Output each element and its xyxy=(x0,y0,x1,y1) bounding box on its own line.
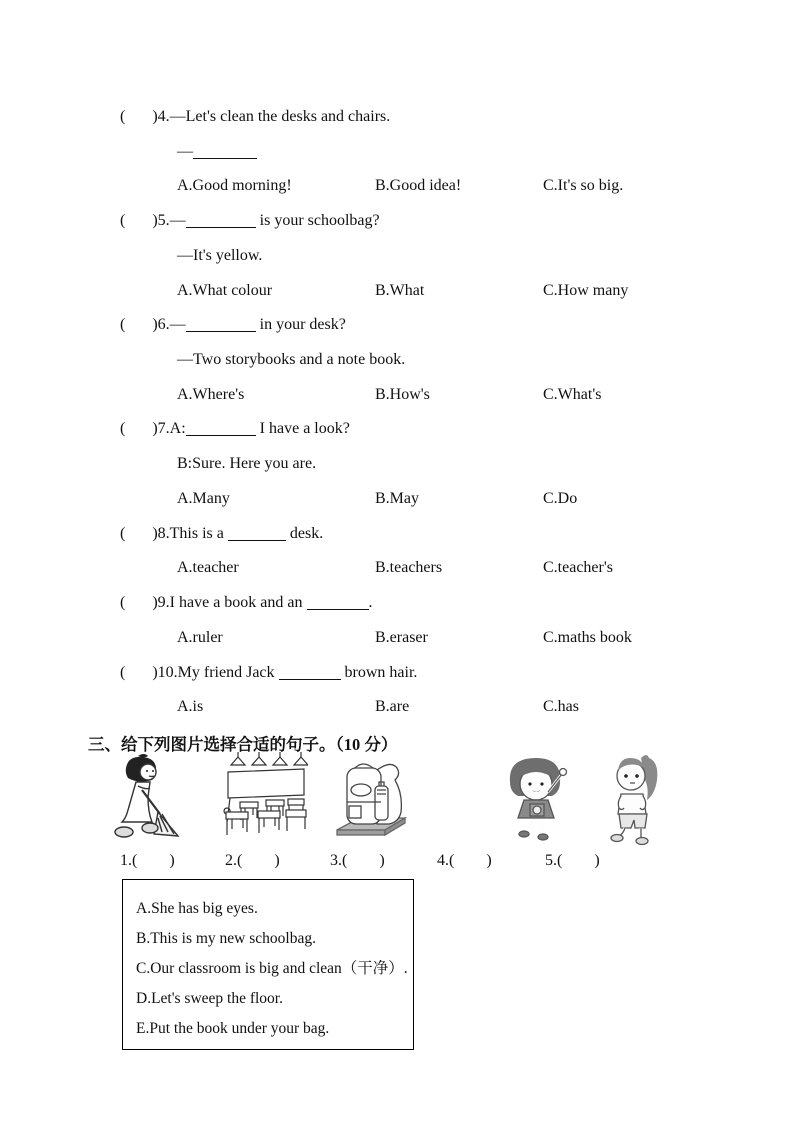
option-b-label: B.eraser xyxy=(375,628,428,646)
answer-paren-close: ) xyxy=(486,852,492,869)
picture-schoolbag xyxy=(333,756,415,842)
text-segment: desk. xyxy=(285,524,324,542)
text-segment: in your desk? xyxy=(255,316,346,334)
option-b-label: B.How's xyxy=(375,385,430,403)
text-segment: —Let's clean the desks and chairs. xyxy=(169,108,391,125)
question-number: )6. xyxy=(152,316,170,334)
option-c-label: C.maths book xyxy=(543,628,632,646)
question-6-options xyxy=(0,378,793,413)
option-a-label: A.teacher xyxy=(177,559,239,577)
fill-in-blank xyxy=(186,223,256,228)
question-8-stem xyxy=(0,517,793,552)
question-number: )10. xyxy=(152,663,178,681)
classroom-illustration xyxy=(214,750,308,845)
answer-paren-open: ( xyxy=(120,420,126,438)
girl-sweeping-illustration xyxy=(108,752,186,844)
text-segment: I have a look? xyxy=(255,420,350,438)
question-number: )9. xyxy=(152,594,170,612)
answer-paren-open: ( xyxy=(120,663,126,681)
schoolbag-illustration xyxy=(333,756,415,842)
picture-answer-blank-5 xyxy=(545,848,600,874)
text-segment: — xyxy=(177,142,193,160)
answer-label: 3.( xyxy=(330,852,348,869)
answer-paren-open: ( xyxy=(120,594,126,612)
text-segment: My friend Jack xyxy=(177,663,279,681)
text-segment: B:Sure. Here you are. xyxy=(177,455,317,473)
option-b-label: B.are xyxy=(375,698,410,716)
answer-paren-close: ) xyxy=(594,852,600,869)
picture-girl-walking xyxy=(607,752,669,847)
option-a-label: A.Good morning! xyxy=(177,177,292,195)
text-segment: —Two storybooks and a note book. xyxy=(177,351,406,369)
question-8-options xyxy=(0,551,793,586)
answer-paren-close: ) xyxy=(379,852,385,869)
section-two-questions xyxy=(0,100,793,725)
question-5-options xyxy=(0,274,793,309)
option-c-label: C.has xyxy=(543,698,579,716)
picture-answer-blank-4 xyxy=(437,848,492,874)
picture-answer-blank-2 xyxy=(225,848,280,874)
fill-in-blank xyxy=(186,431,256,436)
question-7-stem xyxy=(0,412,793,447)
answer-paren-open: ( xyxy=(120,524,126,542)
question-10-stem xyxy=(0,656,793,691)
option-c-label: C.How many xyxy=(543,281,629,299)
question-number: )5. xyxy=(152,212,170,230)
question-5-subline xyxy=(0,239,793,274)
option-b-label: B.What xyxy=(375,281,425,299)
question-4-subline xyxy=(0,135,793,170)
option-c-label: C.Do xyxy=(543,489,578,507)
question-number: )4. xyxy=(152,108,170,125)
option-c-label: C.What's xyxy=(543,385,602,403)
question-number: )8. xyxy=(152,524,170,542)
sentence-option-c: C.Our classroom is big and clean（干净）. xyxy=(136,960,408,977)
question-6-stem xyxy=(0,308,793,343)
option-b-label: B.May xyxy=(375,489,419,507)
answer-paren-close: ) xyxy=(169,852,175,869)
picture-answer-blank-3 xyxy=(330,848,385,874)
option-c-label: C.teacher's xyxy=(543,559,613,577)
text-segment: —It's yellow. xyxy=(177,246,263,264)
fill-in-blank xyxy=(279,675,341,680)
answer-blank-row xyxy=(0,848,793,874)
fill-in-blank xyxy=(193,154,257,159)
fill-in-blank xyxy=(307,605,369,610)
question-9-options xyxy=(0,621,793,656)
question-number: )7. xyxy=(152,420,170,438)
option-b-label: B.Good idea! xyxy=(375,177,462,195)
picture-girl-sweeping xyxy=(108,752,186,844)
option-a-label: A.Many xyxy=(177,489,230,507)
text-segment: brown hair. xyxy=(340,663,418,681)
text-segment: — xyxy=(169,212,186,230)
text-segment: I have a book and an xyxy=(169,594,307,612)
question-9-stem xyxy=(0,586,793,621)
option-a-label: A.Where's xyxy=(177,385,245,403)
question-5-stem xyxy=(0,204,793,239)
answer-label: 4.( xyxy=(437,852,455,869)
answer-paren-open: ( xyxy=(120,212,126,230)
section-three-header-text: 三、给下列图片选择合适的句子。（10 分） xyxy=(88,735,398,754)
answer-label: 5.( xyxy=(545,852,563,869)
sentence-option-e: E.Put the book under your bag. xyxy=(136,1020,330,1037)
option-c-label: C.It's so big. xyxy=(543,177,624,195)
answer-paren-close: ) xyxy=(274,852,280,869)
girl-walking-illustration xyxy=(607,752,669,847)
question-4-options xyxy=(0,169,793,204)
fill-in-blank xyxy=(228,536,286,541)
picture-girl-waving xyxy=(502,752,574,844)
answer-paren-open: ( xyxy=(120,316,126,334)
text-segment: is your schoolbag? xyxy=(255,212,380,230)
question-7-subline xyxy=(0,447,793,482)
picture-answer-blank-1 xyxy=(120,848,175,874)
option-a-label: A.is xyxy=(177,698,204,716)
option-a-label: A.ruler xyxy=(177,628,223,646)
text-segment: — xyxy=(169,316,186,334)
question-7-options xyxy=(0,482,793,517)
option-a-label: A.What colour xyxy=(177,281,273,299)
option-b-label: B.teachers xyxy=(375,559,443,577)
sentence-option-a: A.She has big eyes. xyxy=(136,900,258,917)
girl-waving-illustration xyxy=(502,752,574,844)
sentence-option-b: B.This is my new schoolbag. xyxy=(136,930,316,947)
picture-row xyxy=(0,750,793,850)
text-segment: This is a xyxy=(169,524,228,542)
sentence-option-d: D.Let's sweep the floor. xyxy=(136,990,283,1007)
answer-label: 1.( xyxy=(120,852,138,869)
text-segment: . xyxy=(368,594,373,612)
answer-label: 2.( xyxy=(225,852,243,869)
question-10-options xyxy=(0,690,793,725)
text-segment: A: xyxy=(169,420,186,438)
question-4-stem xyxy=(0,100,793,135)
question-6-subline xyxy=(0,343,793,378)
fill-in-blank xyxy=(186,327,256,332)
picture-classroom xyxy=(214,750,308,845)
answer-paren-open: ( xyxy=(120,108,126,125)
sentence-options-box xyxy=(122,879,414,1050)
